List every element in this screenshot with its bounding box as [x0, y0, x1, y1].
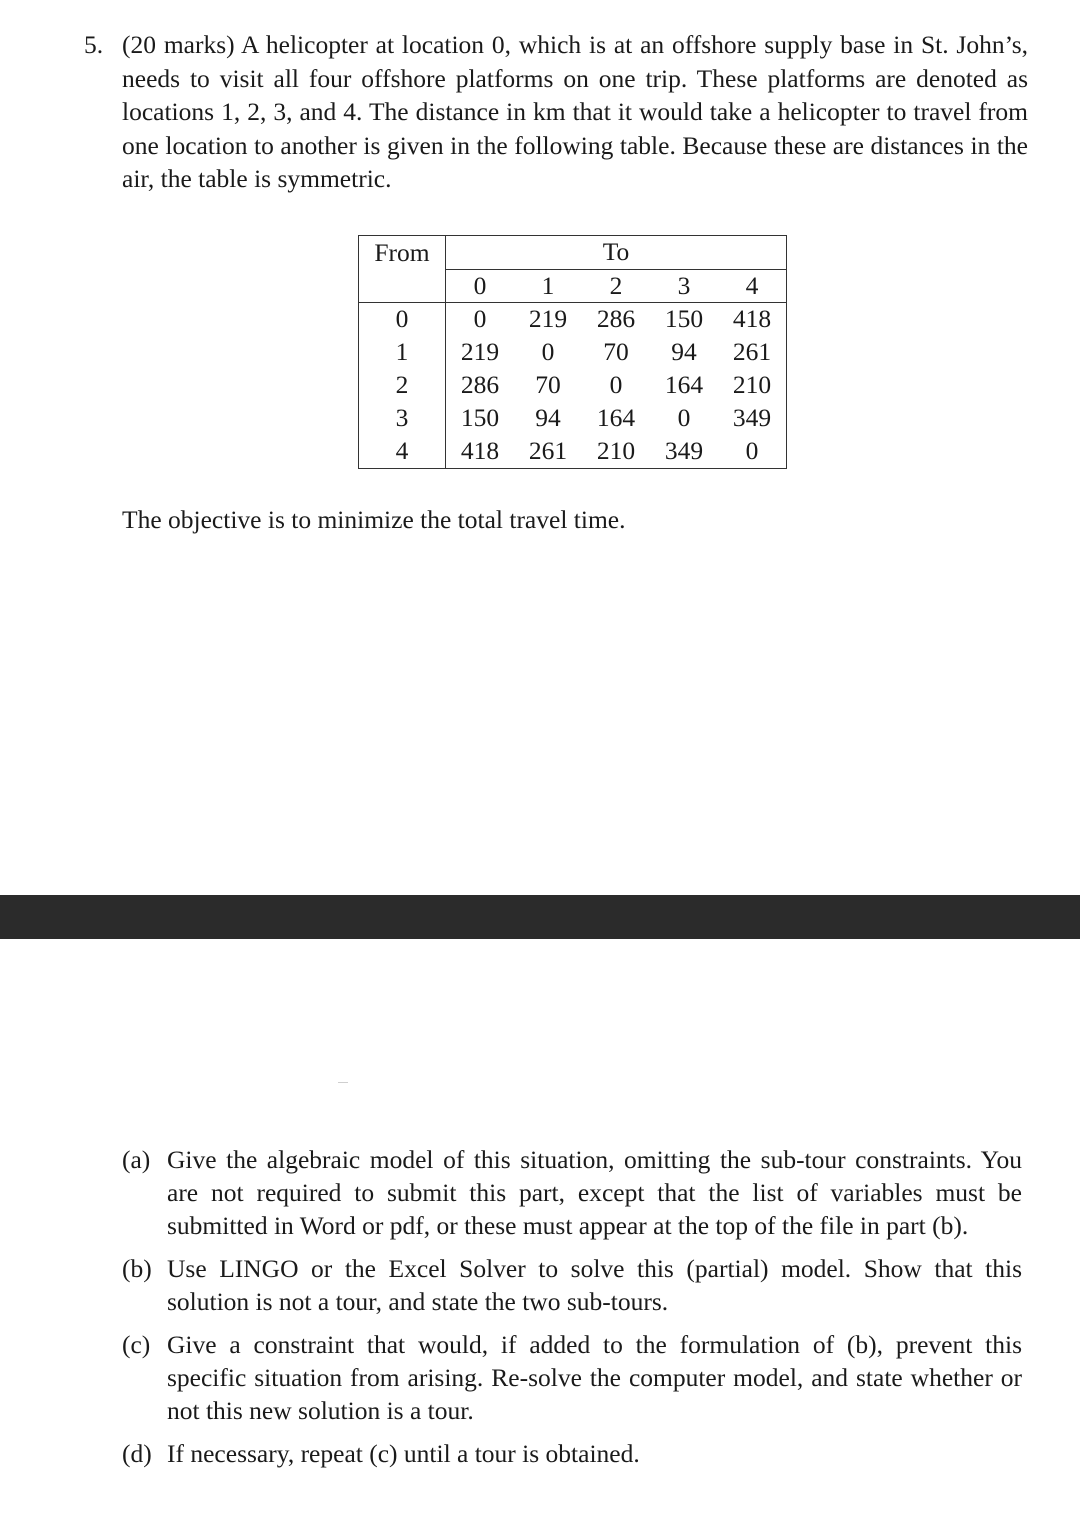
row-label: 3	[359, 402, 446, 435]
table-cell: 286	[460, 370, 500, 399]
table-cell: 164	[664, 370, 704, 399]
part-label: (d)	[122, 1439, 152, 1468]
to-header: To	[446, 236, 787, 270]
column-header: 4	[718, 269, 787, 302]
part-text: If necessary, repeat (c) until a tour is obtained.	[167, 1439, 640, 1468]
page-divider-band	[0, 895, 1080, 939]
question-parts	[122, 1143, 1022, 1480]
part-text: Give the algebraic model of this situation, omitting the sub-tour constraints. You are not required to submit this part, except that the list of variables must be submitted in Word or pdf, or these must appear at the top of the file in part (b).	[167, 1145, 1022, 1240]
problem-number: 5.	[84, 30, 104, 59]
table-row	[359, 336, 787, 369]
column-header-row	[359, 269, 787, 302]
problem-statement	[84, 28, 1028, 196]
table-cell: 150	[664, 304, 704, 333]
table-row	[359, 302, 787, 336]
table-cell: 261	[528, 436, 568, 465]
table-cell: 418	[732, 304, 772, 333]
table-cell: 0	[609, 370, 623, 399]
row-label: 4	[359, 435, 446, 469]
table-cell: 219	[460, 337, 500, 366]
part-text: Give a constraint that would, if added to the formulation of (b), prevent this specific situation from arising. Re-solve the computer model, and state whether or not this new solution is a tour.	[167, 1330, 1022, 1425]
table-cell: 210	[732, 370, 772, 399]
table-cell: 0	[541, 337, 555, 366]
table-cell: 210	[596, 436, 636, 465]
objective-text: The objective is to minimize the total travel time.	[122, 505, 626, 534]
row-label: 0	[359, 302, 446, 336]
part-text: Use LINGO or the Excel Solver to solve this (partial) model. Show that this solution is not a tour, and state the two sub-tours.	[167, 1254, 1022, 1316]
table-cell: 0	[677, 403, 691, 432]
part-d	[122, 1437, 1022, 1470]
part-c	[122, 1328, 1022, 1427]
table-cell: 418	[460, 436, 500, 465]
table-cell: 150	[460, 403, 500, 432]
problem-text: (20 marks) A helicopter at location 0, which is at an offshore supply base in St. John’s, needs to visit all four offshore platforms on one trip. These platforms are denoted as locations 1, 2, 3, and 4. The distance in km that it would take a helicopter to travel from one location to another is given in the following table. Because these are distances in the air, the table is symmetric.	[122, 30, 1028, 193]
column-header: 2	[582, 269, 650, 302]
table-cell: 0	[473, 304, 487, 333]
table-cell: 219	[528, 304, 568, 333]
distance-table	[358, 235, 787, 469]
table-cell: 349	[664, 436, 704, 465]
column-header: 0	[446, 269, 515, 302]
table-cell: 349	[732, 403, 772, 432]
table-cell: 94	[671, 337, 697, 366]
table-cell: 261	[732, 337, 772, 366]
table-cell: 286	[596, 304, 636, 333]
divider-mark	[338, 1082, 348, 1083]
column-header: 1	[514, 269, 582, 302]
part-label: (b)	[122, 1254, 152, 1283]
row-label: 1	[359, 336, 446, 369]
table-cell: 70	[603, 337, 629, 366]
column-header: 3	[650, 269, 718, 302]
part-a	[122, 1143, 1022, 1242]
part-label: (a)	[122, 1145, 151, 1174]
table-cell: 164	[596, 403, 636, 432]
table-row	[359, 402, 787, 435]
row-label: 2	[359, 369, 446, 402]
part-label: (c)	[122, 1330, 151, 1359]
table-row	[359, 369, 787, 402]
part-b	[122, 1252, 1022, 1318]
table-row	[359, 435, 787, 469]
from-header: From	[359, 236, 446, 270]
table-cell: 70	[535, 370, 561, 399]
table-cell: 0	[745, 436, 759, 465]
table-cell: 94	[535, 403, 561, 432]
